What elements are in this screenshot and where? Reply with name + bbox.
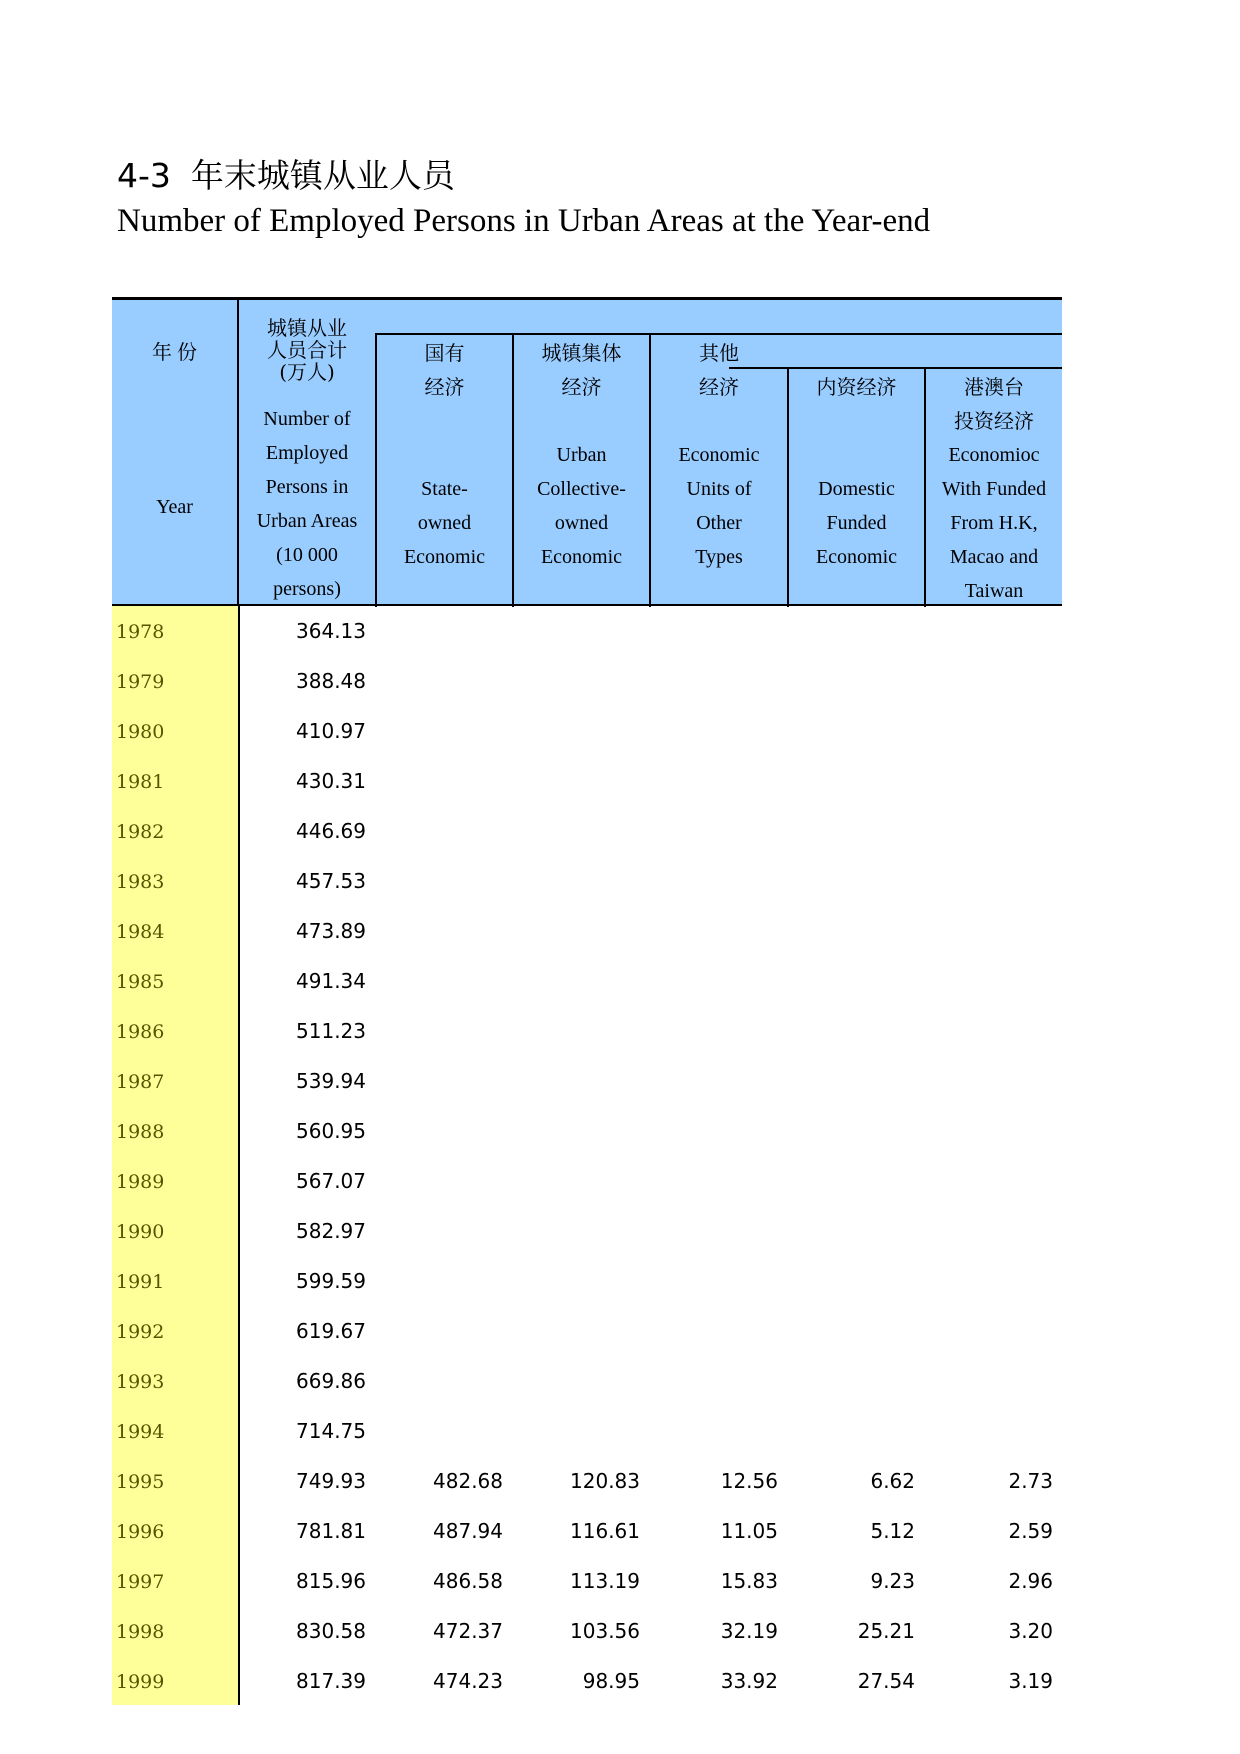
cell-other: 33.92 bbox=[720, 1669, 778, 1693]
table-title-en: Number of Employed Persons in Urban Areas at the Year-end bbox=[117, 203, 931, 239]
row-year: 1988 bbox=[116, 1121, 165, 1143]
table-row bbox=[112, 1256, 1062, 1306]
row-year: 1981 bbox=[116, 771, 165, 793]
cell-collective: 98.95 bbox=[582, 1669, 640, 1693]
table-row bbox=[112, 1556, 1062, 1606]
cell-total: 364.13 bbox=[296, 619, 366, 643]
cell-total: 669.86 bbox=[296, 1369, 366, 1393]
cell-other: 11.05 bbox=[720, 1519, 778, 1543]
cell-total: 714.75 bbox=[296, 1419, 366, 1443]
table-header bbox=[112, 297, 1062, 606]
row-year: 1991 bbox=[116, 1271, 165, 1293]
row-year: 1989 bbox=[116, 1171, 165, 1193]
cell-total: 619.67 bbox=[296, 1319, 366, 1343]
row-year: 1997 bbox=[116, 1571, 165, 1593]
row-year: 1998 bbox=[116, 1621, 165, 1643]
table-row bbox=[112, 806, 1062, 856]
cell-total: 749.93 bbox=[296, 1469, 366, 1493]
cell-total: 560.95 bbox=[296, 1119, 366, 1143]
cell-total: 830.58 bbox=[296, 1619, 366, 1643]
table-row bbox=[112, 1406, 1062, 1456]
cell-hkmt: 2.96 bbox=[1008, 1569, 1053, 1593]
row-year: 1986 bbox=[116, 1021, 165, 1043]
row-year: 1978 bbox=[116, 621, 165, 643]
cell-hkmt: 2.59 bbox=[1008, 1519, 1053, 1543]
table-row bbox=[112, 1656, 1062, 1706]
col-collective-en: Urban Collective- owned Economic bbox=[537, 444, 626, 568]
row-year: 1987 bbox=[116, 1071, 165, 1093]
col-hkmt-zh: 港澳台 投资经济 bbox=[954, 375, 1034, 433]
table-row bbox=[112, 1056, 1062, 1106]
cell-hkmt: 3.20 bbox=[1008, 1619, 1053, 1643]
cell-state: 486.58 bbox=[433, 1569, 503, 1593]
cell-total: 599.59 bbox=[296, 1269, 366, 1293]
row-year: 1983 bbox=[116, 871, 165, 893]
cell-state: 474.23 bbox=[433, 1669, 503, 1693]
cell-total: 815.96 bbox=[296, 1569, 366, 1593]
col-total-zh: 城镇从业 人员合计 (万人) bbox=[267, 316, 347, 384]
cell-collective: 113.19 bbox=[570, 1569, 640, 1593]
cell-state: 482.68 bbox=[433, 1469, 503, 1493]
table-row bbox=[112, 1006, 1062, 1056]
row-year: 1994 bbox=[116, 1421, 165, 1443]
table-body bbox=[112, 606, 1062, 1706]
table-row bbox=[112, 856, 1062, 906]
table-row bbox=[112, 706, 1062, 756]
row-year: 1996 bbox=[116, 1521, 165, 1543]
row-year: 1982 bbox=[116, 821, 165, 843]
cell-hkmt: 2.73 bbox=[1008, 1469, 1053, 1493]
cell-other: 15.83 bbox=[720, 1569, 778, 1593]
table-title-zh bbox=[117, 150, 455, 197]
table-row bbox=[112, 1156, 1062, 1206]
cell-collective: 116.61 bbox=[570, 1519, 640, 1543]
table-row bbox=[112, 1456, 1062, 1506]
cell-total: 781.81 bbox=[296, 1519, 366, 1543]
cell-total: 567.07 bbox=[296, 1169, 366, 1193]
col-year-en: Year bbox=[156, 496, 193, 518]
col-domestic-en: Domestic Funded Economic bbox=[815, 478, 898, 568]
col-domestic-zh: 内资经济 bbox=[816, 375, 897, 399]
table-row bbox=[112, 606, 1062, 656]
col-state-en: State- owned Economic bbox=[403, 478, 486, 568]
row-year: 1984 bbox=[116, 921, 165, 943]
col-other-en: Economic Units of Other Types bbox=[678, 444, 760, 568]
cell-total: 817.39 bbox=[296, 1669, 366, 1693]
cell-collective: 120.83 bbox=[570, 1469, 640, 1493]
col-other-zh: 其他 经济 bbox=[699, 341, 739, 399]
cell-total: 446.69 bbox=[296, 819, 366, 843]
col-total-en: Number of Employed Persons in Urban Areas (10 000 persons) bbox=[256, 408, 358, 600]
col-year-zh: 年 份 bbox=[152, 342, 197, 364]
cell-collective: 103.56 bbox=[570, 1619, 640, 1643]
cell-total: 491.34 bbox=[296, 969, 366, 993]
col-state-zh: 国有 经济 bbox=[424, 341, 465, 399]
cell-state: 472.37 bbox=[433, 1619, 503, 1643]
cell-total: 388.48 bbox=[296, 669, 366, 693]
row-year: 1985 bbox=[116, 971, 165, 993]
table-row bbox=[112, 956, 1062, 1006]
table-title-zh-text: 年末城镇从业人员 bbox=[190, 156, 455, 195]
row-year: 1999 bbox=[116, 1671, 165, 1693]
table-row bbox=[112, 656, 1062, 706]
table-row bbox=[112, 1356, 1062, 1406]
row-year: 1980 bbox=[116, 721, 165, 743]
table-row bbox=[112, 1606, 1062, 1656]
cell-domestic: 6.62 bbox=[870, 1469, 915, 1493]
table-row bbox=[112, 1106, 1062, 1156]
cell-domestic: 5.12 bbox=[870, 1519, 915, 1543]
cell-hkmt: 3.19 bbox=[1008, 1669, 1053, 1693]
cell-total: 457.53 bbox=[296, 869, 366, 893]
cell-total: 410.97 bbox=[296, 719, 366, 743]
table-row bbox=[112, 906, 1062, 956]
cell-domestic: 25.21 bbox=[857, 1619, 915, 1643]
table-row bbox=[112, 1306, 1062, 1356]
cell-domestic: 9.23 bbox=[870, 1569, 915, 1593]
cell-domestic: 27.54 bbox=[857, 1669, 915, 1693]
cell-other: 32.19 bbox=[720, 1619, 778, 1643]
row-year: 1990 bbox=[116, 1221, 165, 1243]
cell-total: 430.31 bbox=[296, 769, 366, 793]
row-year: 1995 bbox=[116, 1471, 165, 1493]
col-collective-zh: 城镇集体 经济 bbox=[541, 341, 622, 399]
row-year: 1979 bbox=[116, 671, 165, 693]
cell-total: 511.23 bbox=[296, 1019, 366, 1043]
cell-state: 487.94 bbox=[433, 1519, 503, 1543]
row-year: 1992 bbox=[116, 1321, 165, 1343]
table-number: 4-3 bbox=[117, 156, 171, 195]
table-row bbox=[112, 756, 1062, 806]
cell-other: 12.56 bbox=[720, 1469, 778, 1493]
cell-total: 539.94 bbox=[296, 1069, 366, 1093]
cell-total: 582.97 bbox=[296, 1219, 366, 1243]
row-year: 1993 bbox=[116, 1371, 165, 1393]
table-row bbox=[112, 1206, 1062, 1256]
cell-total: 473.89 bbox=[296, 919, 366, 943]
col-hkmt-en: Economioc With Funded From H.K, Macao and Taiwan bbox=[941, 444, 1047, 602]
table-row bbox=[112, 1506, 1062, 1556]
